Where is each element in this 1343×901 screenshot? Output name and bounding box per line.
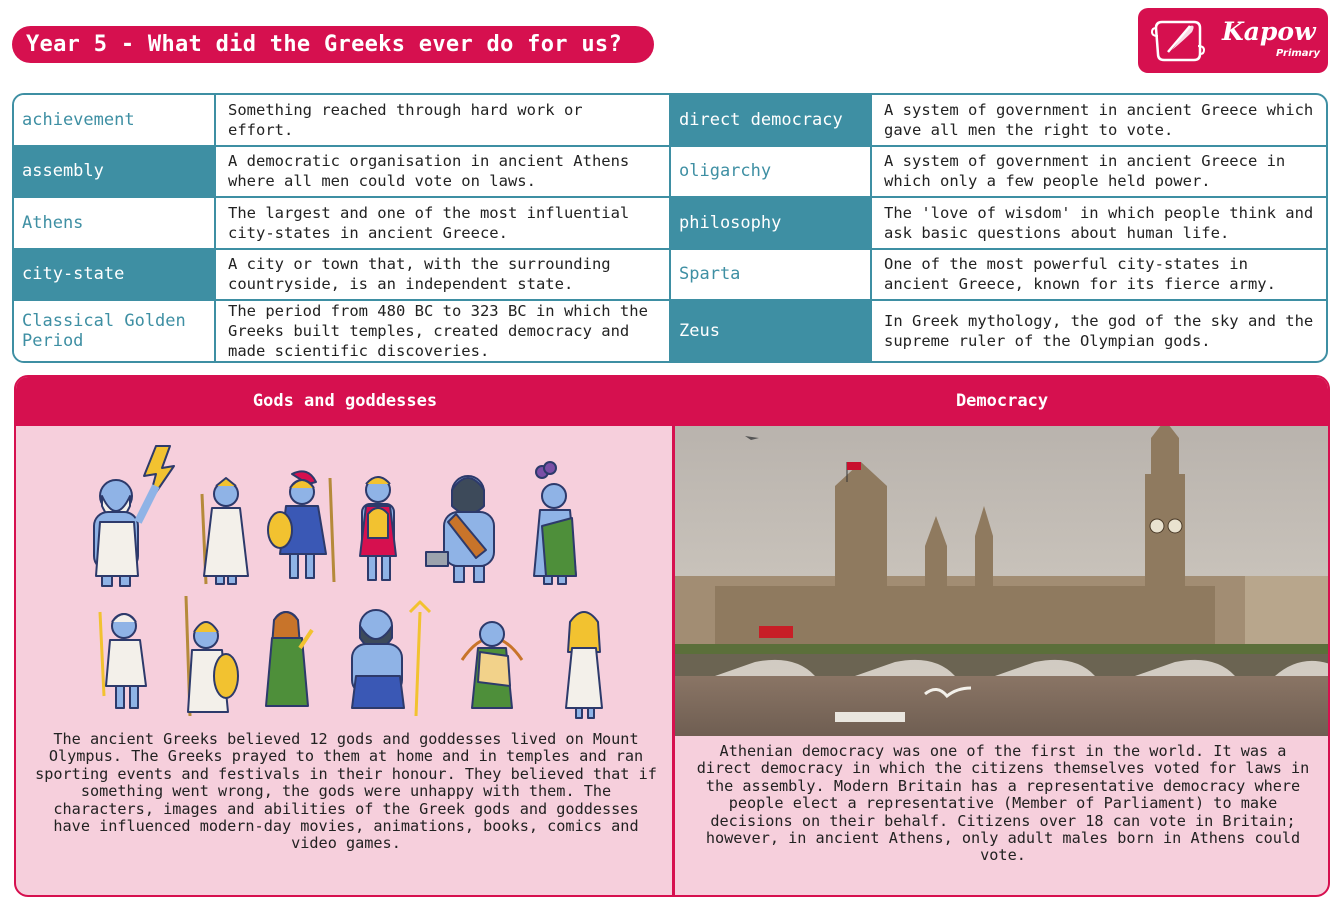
page-title: Year 5 - What did the Greeks ever do for us? xyxy=(12,26,654,63)
houses-of-parliament-photo xyxy=(675,426,1330,736)
vocab-term: philosophy xyxy=(671,198,872,250)
vocab-definition: Something reached through hard work or effort. xyxy=(216,95,671,147)
vocabulary-table xyxy=(12,93,1328,363)
vocab-definition: A city or town that, with the surrounding countryside, is an independent state. xyxy=(216,250,671,302)
vocab-definition: The 'love of wisdom' in which people think and ask basic questions about human life. xyxy=(872,198,1326,250)
vocab-definition: A system of government in ancient Greece in which only a few people held power. xyxy=(872,147,1326,199)
ares-figure xyxy=(268,471,334,582)
vocab-term: oligarchy xyxy=(671,147,872,199)
vocab-definition: In Greek mythology, the god of the sky and the supreme ruler of the Olympian gods. xyxy=(884,312,1314,350)
logo-sub-text: Primary xyxy=(1276,48,1320,59)
kapow-logo xyxy=(1138,8,1328,73)
poseidon-figure xyxy=(352,602,430,716)
artemis-figure xyxy=(462,622,522,708)
vocab-term: Classical Golden Period xyxy=(14,301,216,361)
vocab-term: assembly xyxy=(14,147,216,199)
hermes-figure xyxy=(100,612,146,708)
athena-figure xyxy=(186,596,238,716)
vocab-definition: The largest and one of the most influential city-states in ancient Greece. xyxy=(216,198,671,250)
vocab-term: Sparta xyxy=(671,250,872,302)
logo-brand-text: Kapow xyxy=(1222,17,1316,46)
info-panel xyxy=(14,375,1330,897)
hephaestus-figure xyxy=(426,476,494,582)
vocab-term: direct democracy xyxy=(671,95,872,147)
vocab-term: achievement xyxy=(14,95,216,147)
vocab-definition: A democratic organisation in ancient Athens where all men could vote on laws. xyxy=(216,147,671,199)
gods-heading: Gods and goddesses xyxy=(252,391,438,411)
democracy-heading: Democracy xyxy=(955,391,1049,411)
aphrodite-figure xyxy=(566,612,602,718)
scroll-quill-icon xyxy=(1150,18,1206,64)
vocab-definition: One of the most powerful city-states in ancient Greece, known for its fierce army. xyxy=(872,250,1326,302)
vocab-term: Athens xyxy=(14,198,216,250)
vocab-term: Zeus xyxy=(671,301,872,361)
zeus-figure xyxy=(94,446,174,586)
hera-figure xyxy=(202,478,248,584)
apollo-figure xyxy=(360,477,396,580)
vocab-definition: The period from 480 BC to 323 BC in which the Greeks built temples, created democracy and made scientific discoveries. xyxy=(216,301,671,361)
vocab-definition: A system of government in ancient Greece which gave all men the right to vote. xyxy=(872,95,1326,147)
demeter-figure xyxy=(266,612,312,706)
democracy-paragraph: Athenian democracy was one of the first in the world. It was a direct democracy in which the citizens themselves voted for laws in the assembly. Modern Britain has a representative democracy where people elect a representative (Member of Parliament) to make decisions on their behalf. Citizens over 18 can vote in Britain; however, in ancient Athens, only adult males born in Athens could vote. xyxy=(696,742,1310,865)
greek-gods-illustration xyxy=(16,426,672,726)
vocab-term: city-state xyxy=(14,250,216,302)
gods-paragraph: The ancient Greeks believed 12 gods and goddesses lived on Mount Olympus. The Greeks prayed to them at home and in temples and ran sporting events and festivals in their honour. They believed that if something went wrong, the gods were unhappy with them. The characters, images and abilities of the Greek gods and goddesses have influenced modern-day movies, animations, books, comics and video games. xyxy=(35,730,657,853)
dionysus-figure xyxy=(534,462,576,584)
